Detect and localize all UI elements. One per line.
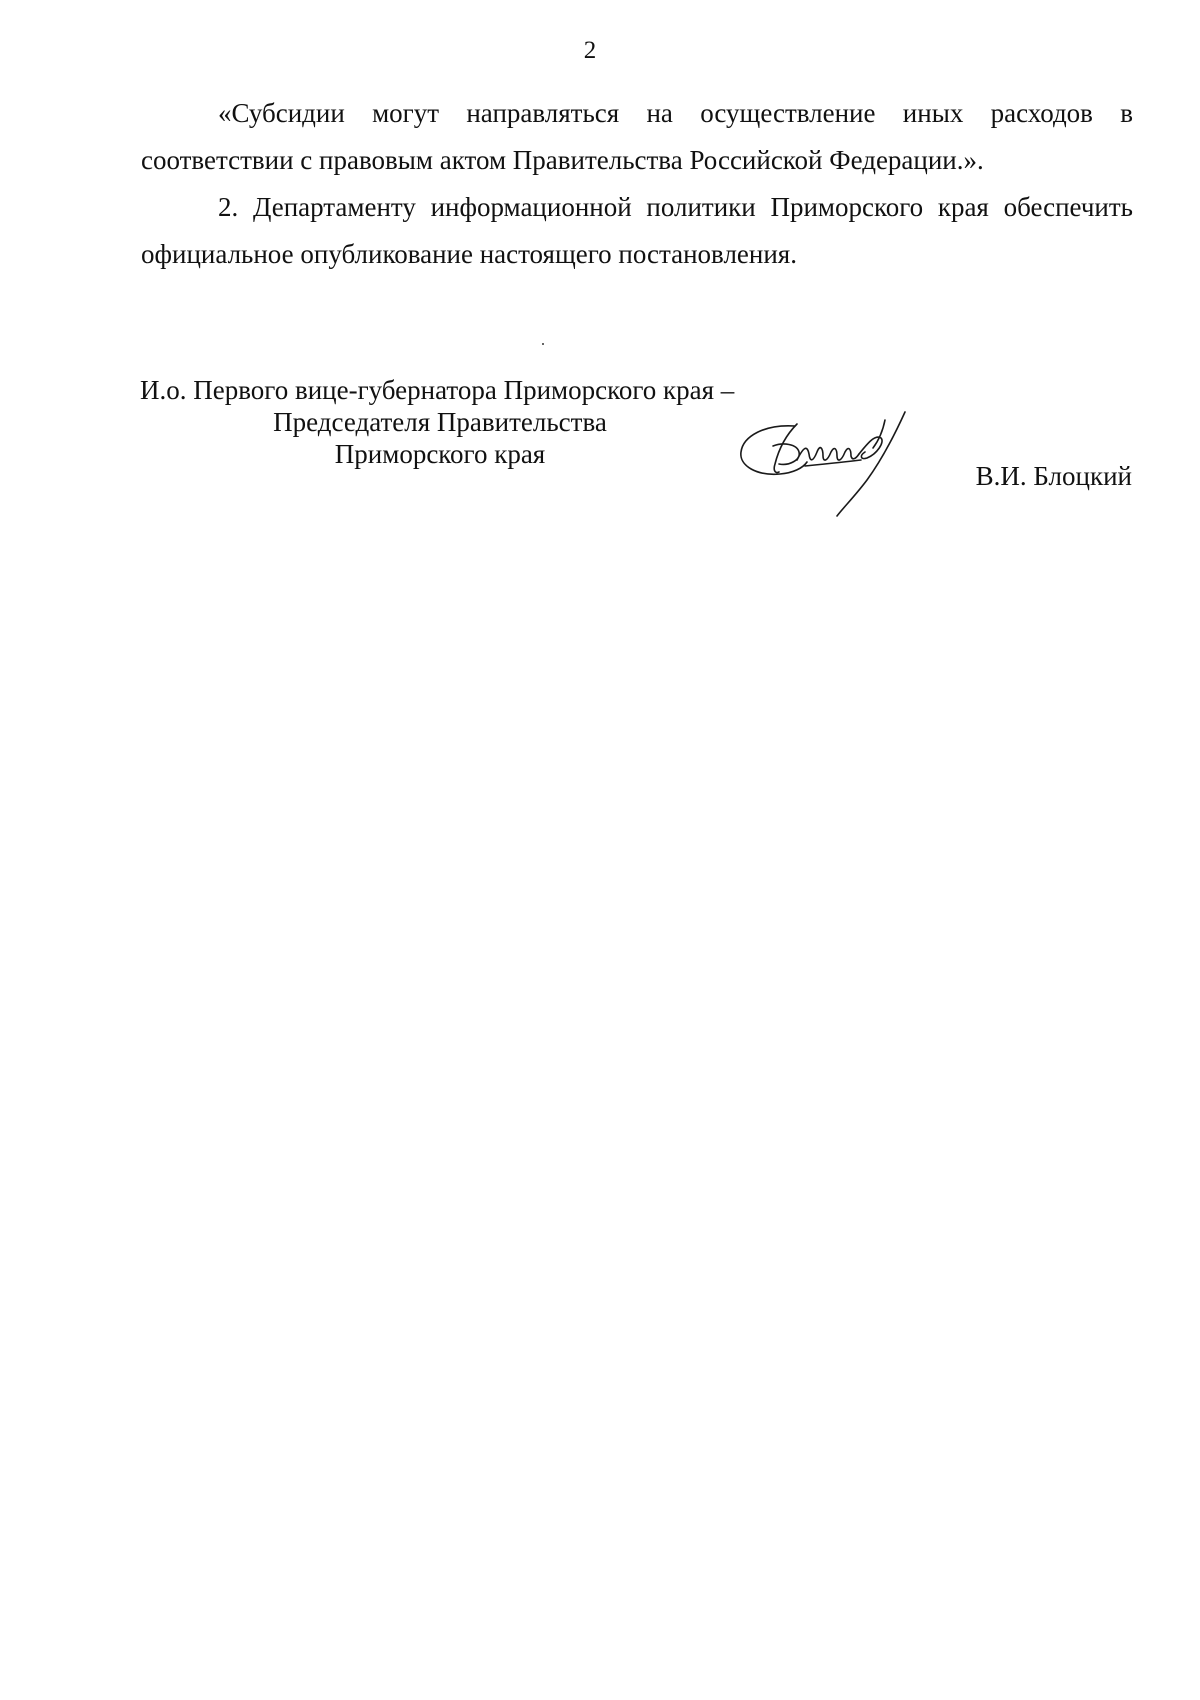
signatory-position-line-3: Приморского края <box>334 439 546 469</box>
scan-artifact <box>542 343 544 345</box>
paragraph-subsidies: «Субсидии могут направляться на осуществление иных расходов в соответствии с правовым актом Правительства Российской Федерации.». <box>141 98 1133 175</box>
page-number: 2 <box>583 37 597 64</box>
document-body <box>141 90 1133 278</box>
signature-block <box>140 374 1140 534</box>
signatory-position-line-2: Председателя Правительства <box>273 407 607 437</box>
signatory-position-line-1: И.о. Первого вице-губернатора Приморского края – <box>140 375 735 405</box>
signatory-position <box>140 374 800 470</box>
handwritten-signature <box>735 404 930 519</box>
paragraph-publication: 2. Департаменту информационной политики Приморского края обеспечить официальное опубликование настоящего постановления. <box>141 192 1133 269</box>
signatory-name: В.И. Блоцкий <box>975 461 1132 491</box>
